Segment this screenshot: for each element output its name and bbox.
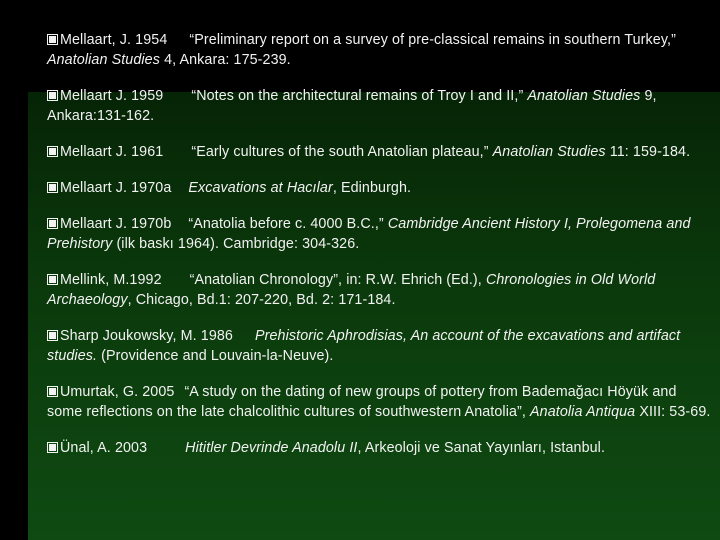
reference-journal: Chronologies in Old World Archaeology [47,272,656,308]
reference-list [47,30,712,474]
reference-item [47,214,712,254]
reference-item [47,142,712,162]
square-bullet-icon [47,274,58,285]
square-bullet-icon [47,330,58,341]
reference-tail: 11: 159-184. [609,144,691,160]
reference-tail: , Edinburgh. [332,180,412,196]
reference-item [47,326,712,366]
reference-title: “Early cultures of the south Anatolian plateau,” [191,144,489,160]
reference-title: “Preliminary report on a survey of pre-classical remains in southern Turkey,” [189,32,676,48]
square-bullet-icon [47,442,58,453]
reference-item [47,178,712,198]
reference-author: Mellaart J. 1961 [60,144,164,160]
reference-journal: Anatolian Studies [527,88,641,104]
reference-author: Mellaart J. 1970b [60,216,172,232]
reference-item [47,86,712,126]
reference-book-title: Prehistoric Aphrodisias, An account of the excavations and artifact studies. [47,328,681,364]
reference-tail: 9, Ankara:131-162. [47,88,657,124]
reference-tail: , Arkeoloji ve Sanat Yayınları, Istanbul. [357,440,606,456]
reference-author: Mellink, M.1992 [60,272,162,288]
reference-journal: Anatolia Antiqua [530,404,636,420]
reference-author: Ünal, A. 2003 [60,440,148,456]
square-bullet-icon [47,182,58,193]
reference-tail: 4, Ankara: 175-239. [164,52,291,68]
reference-item [47,438,712,458]
reference-author: Umurtak, G. 2005 [60,384,175,400]
reference-item [47,30,712,70]
reference-book-title: Hititler Devrinde Anadolu II [185,440,358,456]
reference-title: “Anatolian Chronology”, in: R.W. Ehrich (Ed.), [189,272,482,288]
reference-item [47,270,712,310]
reference-journal: Cambridge Ancient History I, Prolegomena and Prehistory [47,216,691,252]
reference-journal: Anatolian Studies [492,144,606,160]
reference-title: “Notes on the architectural remains of Troy I and II,” [191,88,524,104]
reference-author: Mellaart J. 1970a [60,180,172,196]
square-bullet-icon [47,386,58,397]
square-bullet-icon [47,90,58,101]
reference-tail: , Chicago, Bd.1: 207-220, Bd. 2: 171-184. [127,292,396,308]
reference-tail: (Providence and Louvain-la-Neuve). [101,348,334,364]
square-bullet-icon [47,34,58,45]
reference-author: Mellaart J. 1959 [60,88,164,104]
reference-title: “Anatolia before c. 4000 B.C.,” [188,216,384,232]
reference-author: Sharp Joukowsky, M. 1986 [60,328,233,344]
reference-book-title: Excavations at Hacılar [188,180,333,196]
reference-item [47,382,712,422]
reference-journal: Anatolian Studies [47,52,160,68]
reference-tail: XIII: 53-69. [639,404,711,420]
square-bullet-icon [47,146,58,157]
reference-author: Mellaart, J. 1954 [60,32,168,48]
reference-title: “A study on the dating of new groups of pottery from Bademağacı Höyük and some reflections on the late chalcolithic cultures of southwestern Anatolia”, [47,384,677,420]
square-bullet-icon [47,218,58,229]
reference-tail: (ilk baskı 1964). Cambridge: 304-326. [116,236,360,252]
